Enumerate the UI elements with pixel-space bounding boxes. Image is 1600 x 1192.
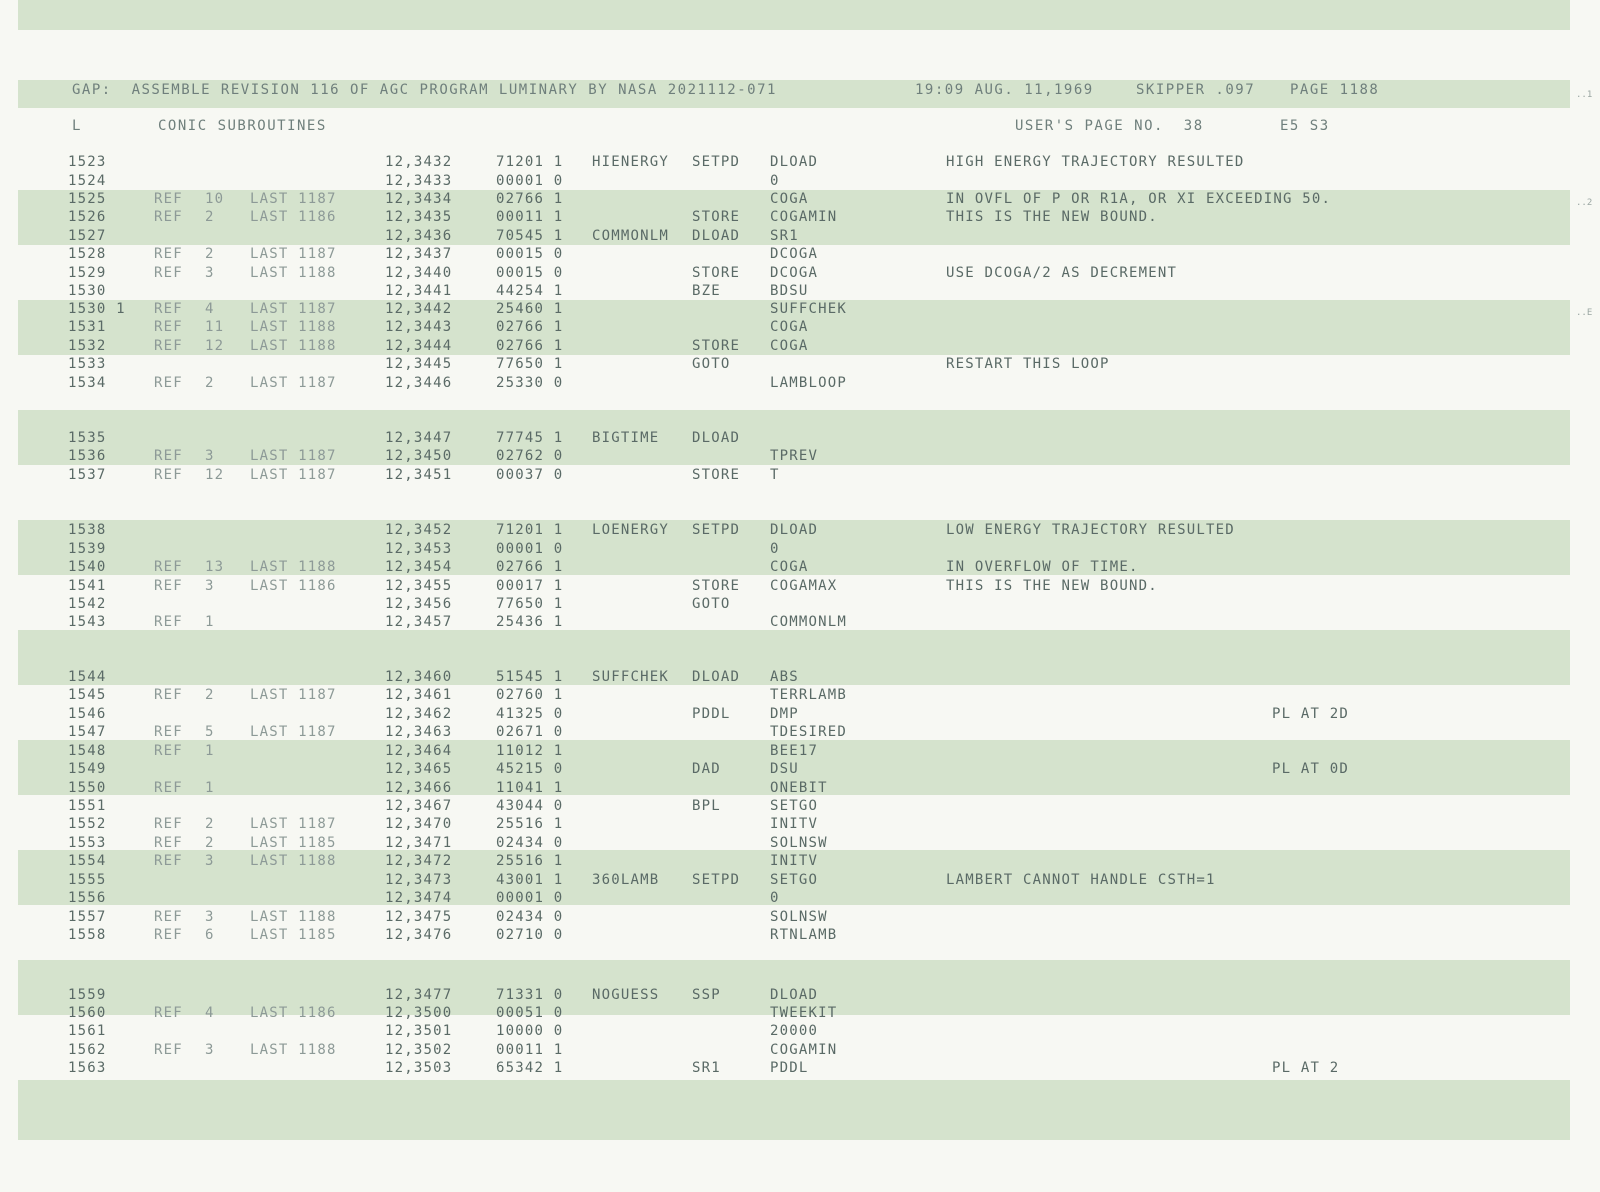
operand: TDESIRED [770, 724, 848, 740]
line-number: 1529 [68, 265, 107, 281]
ref-count: 13 [205, 559, 225, 575]
ref-count: 1 [205, 780, 215, 796]
operand: SOLNSW [770, 835, 828, 851]
opcode: STORE [692, 578, 741, 594]
object-word: 25436 1 [496, 614, 564, 630]
address: 12,3436 [385, 228, 453, 244]
ref-label: REF [154, 467, 183, 483]
line-number: 1537 [68, 467, 107, 483]
symbol-label: LOENERGY [592, 522, 670, 538]
opcode: PDDL [692, 706, 731, 722]
address: 12,3461 [385, 687, 453, 703]
opcode: BPL [692, 798, 721, 814]
ref-count: 6 [205, 927, 215, 943]
ref-label: REF [154, 319, 183, 335]
address: 12,3435 [385, 209, 453, 225]
object-word: 02762 0 [496, 448, 564, 464]
object-word: 00015 0 [496, 246, 564, 262]
object-word: 02766 1 [496, 191, 564, 207]
opcode: SETPD [692, 522, 741, 538]
line-number: 1534 [68, 375, 107, 391]
object-word: 00051 0 [496, 1005, 564, 1021]
object-word: 11012 1 [496, 743, 564, 759]
operand: TPREV [770, 448, 819, 464]
object-word: 71331 0 [496, 987, 564, 1003]
object-word: 02766 1 [496, 559, 564, 575]
line-number: 1538 [68, 522, 107, 538]
ref-label: REF [154, 909, 183, 925]
address: 12,3446 [385, 375, 453, 391]
last-page-ref: LAST 1188 [250, 265, 337, 281]
comment: HIGH ENERGY TRAJECTORY RESULTED [946, 154, 1245, 170]
object-word: 10000 0 [496, 1023, 564, 1039]
line-number: 1545 [68, 687, 107, 703]
line-number: 1558 [68, 927, 107, 943]
ref-label: REF [154, 559, 183, 575]
opcode: STORE [692, 209, 741, 225]
ref-label: REF [154, 448, 183, 464]
line-number: 1530 [68, 283, 107, 299]
ref-label: REF [154, 614, 183, 630]
line-number: 1561 [68, 1023, 107, 1039]
object-word: 77650 1 [496, 596, 564, 612]
object-word: 00001 0 [496, 173, 564, 189]
address: 12,3465 [385, 761, 453, 777]
ref-label: REF [154, 246, 183, 262]
object-word: 02766 1 [496, 338, 564, 354]
operand: 0 [770, 541, 780, 557]
operand: SUFFCHEK [770, 301, 848, 317]
line-number: 1540 [68, 559, 107, 575]
address: 12,3434 [385, 191, 453, 207]
ref-label: REF [154, 835, 183, 851]
object-word: 11041 1 [496, 780, 564, 796]
opcode: BZE [692, 283, 721, 299]
line-number: 1552 [68, 816, 107, 832]
ref-count: 3 [205, 265, 215, 281]
ref-label: REF [154, 578, 183, 594]
opcode: STORE [692, 338, 741, 354]
opcode: DLOAD [692, 669, 741, 685]
operand: BEE17 [770, 743, 819, 759]
ref-label: REF [154, 1005, 183, 1021]
line-number: 1526 [68, 209, 107, 225]
address: 12,3442 [385, 301, 453, 317]
address: 12,3463 [385, 724, 453, 740]
address: 12,3472 [385, 853, 453, 869]
last-page-ref: LAST 1187 [250, 191, 337, 207]
last-page-ref: LAST 1188 [250, 1042, 337, 1058]
line-number: 1555 [68, 872, 107, 888]
object-word: 44254 1 [496, 283, 564, 299]
address: 12,3470 [385, 816, 453, 832]
address: 12,3502 [385, 1042, 453, 1058]
operand: INITV [770, 853, 819, 869]
last-page-ref: LAST 1185 [250, 835, 337, 851]
operand: 0 [770, 173, 780, 189]
ref-label: REF [154, 265, 183, 281]
operand: ABS [770, 669, 799, 685]
address: 12,3447 [385, 430, 453, 446]
line-number: 1563 [68, 1060, 107, 1076]
address: 12,3501 [385, 1023, 453, 1039]
last-page-ref: LAST 1188 [250, 338, 337, 354]
operand: 20000 [770, 1023, 819, 1039]
section-marker: L [72, 118, 82, 134]
ref-count: 1 [205, 614, 215, 630]
address: 12,3462 [385, 706, 453, 722]
opcode: DLOAD [692, 228, 741, 244]
line-number: 1532 [68, 338, 107, 354]
operand: COGAMAX [770, 578, 838, 594]
object-word: 00001 0 [496, 541, 564, 557]
ref-count: 4 [205, 301, 215, 317]
object-word: 71201 1 [496, 154, 564, 170]
symbol-label: HIENERGY [592, 154, 670, 170]
ref-count: 2 [205, 835, 215, 851]
address: 12,3455 [385, 578, 453, 594]
address: 12,3437 [385, 246, 453, 262]
ref-count: 5 [205, 724, 215, 740]
line-number: 1541 [68, 578, 107, 594]
address: 12,3454 [385, 559, 453, 575]
operand: PDDL [770, 1060, 809, 1076]
print-timestamp: 19:09 AUG. 11,1969 [915, 82, 1094, 98]
comment: LOW ENERGY TRAJECTORY RESULTED [946, 522, 1235, 538]
line-number: 1548 [68, 743, 107, 759]
address: 12,3441 [385, 283, 453, 299]
address: 12,3433 [385, 173, 453, 189]
section-code: E5 S3 [1280, 118, 1330, 134]
object-word: 00017 1 [496, 578, 564, 594]
address: 12,3445 [385, 356, 453, 372]
comment: IN OVERFLOW OF TIME. [946, 559, 1139, 575]
ref-label: REF [154, 209, 183, 225]
ref-count: 2 [205, 816, 215, 832]
address: 12,3466 [385, 780, 453, 796]
operand: DLOAD [770, 522, 819, 538]
operand: COGA [770, 559, 809, 575]
opcode: SETPD [692, 872, 741, 888]
page-number: PAGE 1188 [1290, 82, 1380, 98]
ref-label: REF [154, 724, 183, 740]
address: 12,3503 [385, 1060, 453, 1076]
ref-label: REF [154, 191, 183, 207]
address: 12,3467 [385, 798, 453, 814]
ref-label: REF [154, 927, 183, 943]
object-word: 02434 0 [496, 835, 564, 851]
address: 12,3456 [385, 596, 453, 612]
comment: RESTART THIS LOOP [946, 356, 1110, 372]
operand: COMMONLM [770, 614, 848, 630]
operand: T [770, 467, 780, 483]
operand: DSU [770, 761, 799, 777]
line-number: 1549 [68, 761, 107, 777]
page-header [0, 81, 1380, 99]
line-number: 1543 [68, 614, 107, 630]
object-word: 02710 0 [496, 927, 564, 943]
last-page-ref: LAST 1187 [250, 687, 337, 703]
ref-count: 1 [205, 743, 215, 759]
opcode: DAD [692, 761, 721, 777]
object-word: 02760 1 [496, 687, 564, 703]
last-page-ref: LAST 1186 [250, 1005, 337, 1021]
address: 12,3460 [385, 669, 453, 685]
object-word: 41325 0 [496, 706, 564, 722]
object-word: 77745 1 [496, 430, 564, 446]
opcode: SR1 [692, 1060, 721, 1076]
address: 12,3475 [385, 909, 453, 925]
line-number: 1525 [68, 191, 107, 207]
object-word: 71201 1 [496, 522, 564, 538]
operand: COGA [770, 191, 809, 207]
ref-count: 12 [205, 467, 225, 483]
line-number: 1523 [68, 154, 107, 170]
line-number: 1531 [68, 319, 107, 335]
address: 12,3457 [385, 614, 453, 630]
comment: USE DCOGA/2 AS DECREMENT [946, 265, 1178, 281]
address: 12,3500 [385, 1005, 453, 1021]
object-word: 43044 0 [496, 798, 564, 814]
opcode: GOTO [692, 356, 731, 372]
operand: DMP [770, 706, 799, 722]
ref-label: REF [154, 780, 183, 796]
operand: TWEEKIT [770, 1005, 838, 1021]
object-word: 43001 1 [496, 872, 564, 888]
last-page-ref: LAST 1187 [250, 301, 337, 317]
last-page-ref: LAST 1187 [250, 375, 337, 391]
object-word: 00015 0 [496, 265, 564, 281]
address: 12,3450 [385, 448, 453, 464]
object-word: 02671 0 [496, 724, 564, 740]
ref-count: 2 [205, 246, 215, 262]
address: 12,3476 [385, 927, 453, 943]
object-word: 51545 1 [496, 669, 564, 685]
address: 12,3464 [385, 743, 453, 759]
object-word: 25330 0 [496, 375, 564, 391]
last-page-ref: LAST 1186 [250, 578, 337, 594]
ref-count: 10 [205, 191, 225, 207]
line-number: 1524 [68, 173, 107, 189]
opcode: SSP [692, 987, 721, 1003]
line-number: 1535 [68, 430, 107, 446]
operand: DCOGA [770, 246, 819, 262]
line-number: 1546 [68, 706, 107, 722]
operand: ONEBIT [770, 780, 828, 796]
last-page-ref: LAST 1187 [250, 246, 337, 262]
ref-count: 4 [205, 1005, 215, 1021]
last-page-ref: LAST 1186 [250, 209, 337, 225]
margin-mark: ..2 [1576, 198, 1593, 208]
operand: DCOGA [770, 265, 819, 281]
operand: INITV [770, 816, 819, 832]
address: 12,3452 [385, 522, 453, 538]
line-number: 1536 [68, 448, 107, 464]
greenbar-band [18, 1080, 1570, 1140]
operand: LAMBLOOP [770, 375, 848, 391]
line-number: 1554 [68, 853, 107, 869]
object-word: 45215 0 [496, 761, 564, 777]
ref-count: 3 [205, 853, 215, 869]
symbol-label: 360LAMB [592, 872, 660, 888]
object-word: 00011 1 [496, 209, 564, 225]
margin-mark: ..E [1576, 308, 1593, 318]
opcode: STORE [692, 467, 741, 483]
operand: DLOAD [770, 154, 819, 170]
line-number: 1551 [68, 798, 107, 814]
ref-label: REF [154, 301, 183, 317]
ref-count: 3 [205, 909, 215, 925]
operand: SETGO [770, 872, 819, 888]
object-word: 25516 1 [496, 816, 564, 832]
operand: COGAMIN [770, 1042, 838, 1058]
symbol-label: BIGTIME [592, 430, 660, 446]
ref-count: 3 [205, 448, 215, 464]
user-page-number: USER'S PAGE NO. 38 [1015, 118, 1204, 134]
address: 12,3440 [385, 265, 453, 281]
ref-label: REF [154, 375, 183, 391]
comment: THIS IS THE NEW BOUND. [946, 578, 1158, 594]
object-word: 25460 1 [496, 301, 564, 317]
last-page-ref: LAST 1187 [250, 724, 337, 740]
operand: COGA [770, 338, 809, 354]
last-page-ref: LAST 1187 [250, 448, 337, 464]
ref-count: 2 [205, 209, 215, 225]
comment: LAMBERT CANNOT HANDLE CSTH=1 [946, 872, 1216, 888]
address: 12,3474 [385, 890, 453, 906]
operand: TERRLAMB [770, 687, 848, 703]
ref-label: REF [154, 853, 183, 869]
margin-mark: ..1 [1576, 90, 1593, 100]
symbol-label: COMMONLM [592, 228, 670, 244]
object-word: 00011 1 [496, 1042, 564, 1058]
symbol-label: SUFFCHEK [592, 669, 670, 685]
comment: PL AT 0D [1272, 761, 1350, 777]
operand: 0 [770, 890, 780, 906]
comment: IN OVFL OF P OR R1A, OR XI EXCEEDING 50. [946, 191, 1332, 207]
ref-label: REF [154, 743, 183, 759]
object-word: 00001 0 [496, 890, 564, 906]
address: 12,3432 [385, 154, 453, 170]
line-number: 1550 [68, 780, 107, 796]
ref-count: 2 [205, 375, 215, 391]
operand: BDSU [770, 283, 809, 299]
last-page-ref: LAST 1188 [250, 909, 337, 925]
greenbar-band [18, 0, 1570, 30]
address: 12,3453 [385, 541, 453, 557]
comment: PL AT 2 [1272, 1060, 1340, 1076]
object-word: 02434 0 [496, 909, 564, 925]
line-number: 1556 [68, 890, 107, 906]
operand: COGAMIN [770, 209, 838, 225]
last-page-ref: LAST 1185 [250, 927, 337, 943]
operand: DLOAD [770, 987, 819, 1003]
address: 12,3471 [385, 835, 453, 851]
operand: COGA [770, 319, 809, 335]
line-number: 1528 [68, 246, 107, 262]
line-number: 1530 1 [68, 301, 126, 317]
object-word: 77650 1 [496, 356, 564, 372]
object-word: 00037 0 [496, 467, 564, 483]
last-page-ref: LAST 1188 [250, 319, 337, 335]
ref-label: REF [154, 338, 183, 354]
operand: SR1 [770, 228, 799, 244]
opcode: SETPD [692, 154, 741, 170]
line-number: 1547 [68, 724, 107, 740]
operand: SOLNSW [770, 909, 828, 925]
last-page-ref: LAST 1188 [250, 559, 337, 575]
operand: SETGO [770, 798, 819, 814]
last-page-ref: LAST 1188 [250, 853, 337, 869]
line-number: 1553 [68, 835, 107, 851]
assembly-title: GAP: ASSEMBLE REVISION 116 OF AGC PROGRAM LUMINARY BY NASA 2021112-071 [72, 82, 777, 98]
line-number: 1544 [68, 669, 107, 685]
ref-count: 3 [205, 578, 215, 594]
ref-label: REF [154, 816, 183, 832]
comment: PL AT 2D [1272, 706, 1350, 722]
ref-count: 12 [205, 338, 225, 354]
opcode: STORE [692, 265, 741, 281]
last-page-ref: LAST 1187 [250, 467, 337, 483]
operand: RTNLAMB [770, 927, 838, 943]
ref-count: 2 [205, 687, 215, 703]
operator-id: SKIPPER .097 [1136, 82, 1256, 98]
line-number: 1539 [68, 541, 107, 557]
opcode: DLOAD [692, 430, 741, 446]
line-number: 1560 [68, 1005, 107, 1021]
ref-label: REF [154, 687, 183, 703]
line-number: 1527 [68, 228, 107, 244]
address: 12,3477 [385, 987, 453, 1003]
line-number: 1559 [68, 987, 107, 1003]
address: 12,3444 [385, 338, 453, 354]
line-number: 1562 [68, 1042, 107, 1058]
comment: THIS IS THE NEW BOUND. [946, 209, 1158, 225]
opcode: GOTO [692, 596, 731, 612]
ref-count: 11 [205, 319, 225, 335]
address: 12,3451 [385, 467, 453, 483]
address: 12,3443 [385, 319, 453, 335]
section-header [0, 117, 1330, 135]
object-word: 65342 1 [496, 1060, 564, 1076]
symbol-label: NOGUESS [592, 987, 660, 1003]
section-title: CONIC SUBROUTINES [158, 118, 327, 134]
line-number: 1557 [68, 909, 107, 925]
line-number: 1533 [68, 356, 107, 372]
object-word: 70545 1 [496, 228, 564, 244]
object-word: 02766 1 [496, 319, 564, 335]
line-number: 1542 [68, 596, 107, 612]
ref-label: REF [154, 1042, 183, 1058]
object-word: 25516 1 [496, 853, 564, 869]
last-page-ref: LAST 1187 [250, 816, 337, 832]
ref-count: 3 [205, 1042, 215, 1058]
address: 12,3473 [385, 872, 453, 888]
